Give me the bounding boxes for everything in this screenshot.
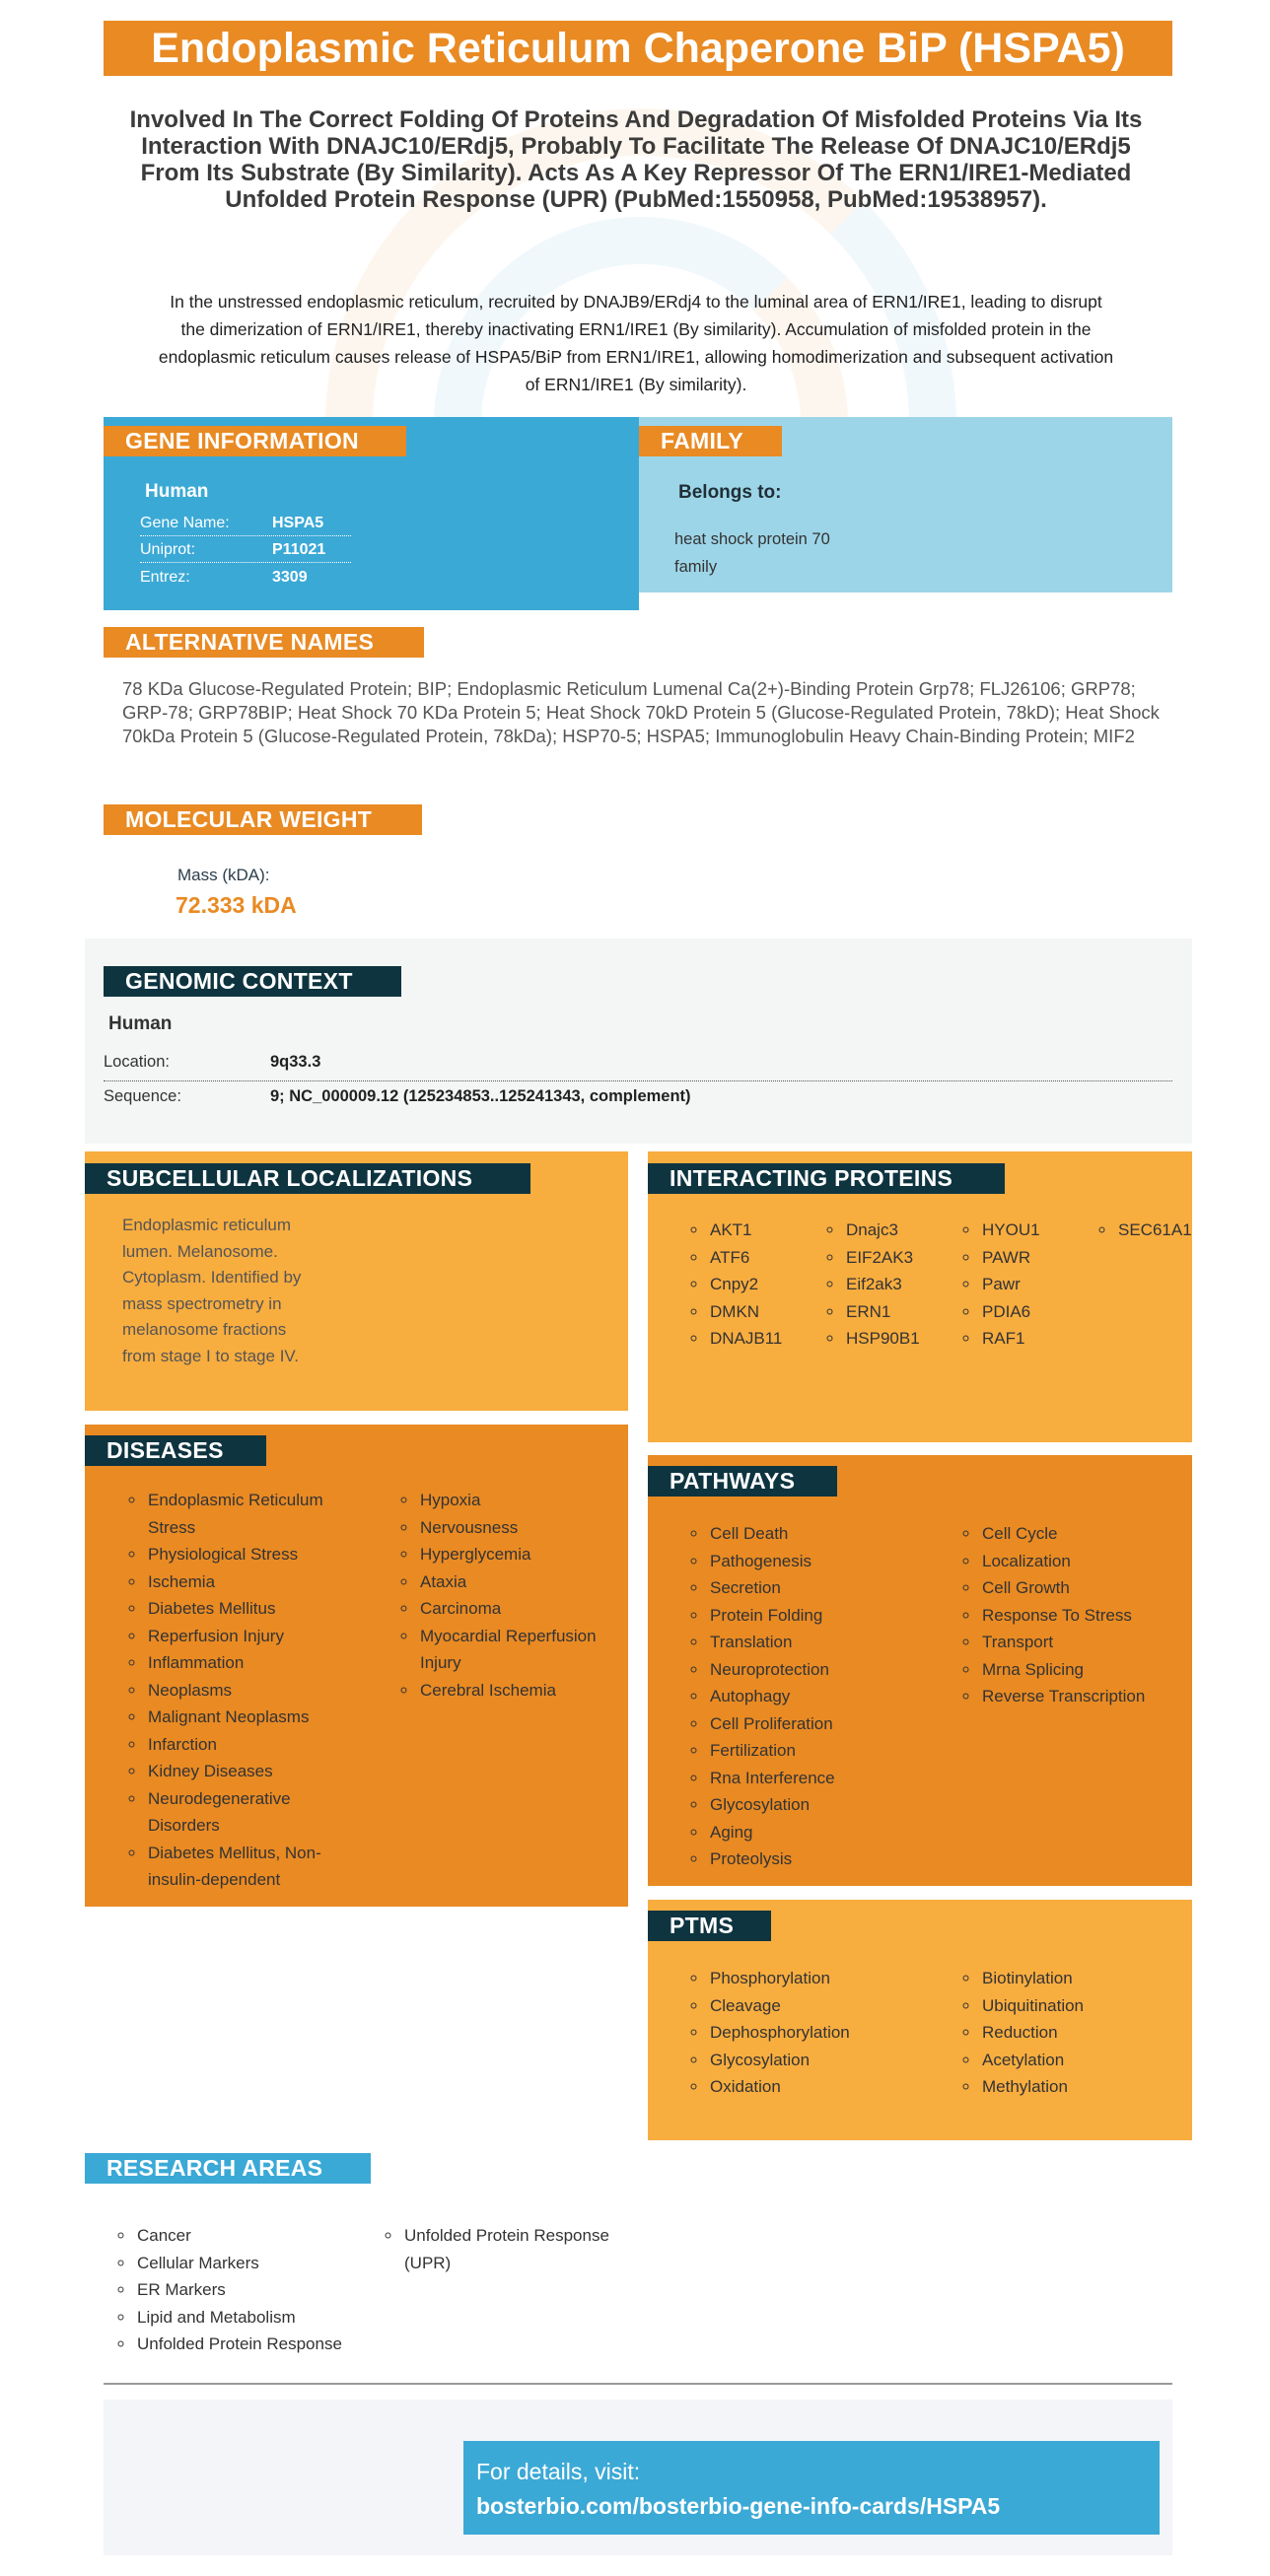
entrez-label: Entrez:: [140, 569, 190, 586]
details-label: For details, visit:: [476, 2459, 641, 2484]
list-item: ◦ Methylation: [980, 2073, 1084, 2101]
research-areas-heading: RESEARCH AREAS: [85, 2153, 371, 2184]
location-value: 9q33.3: [270, 1053, 321, 1071]
subcellular-heading: SUBCELLULAR LOCALIZATIONS: [85, 1163, 530, 1194]
list-item: ◦ Cerebral Ischemia: [418, 1677, 627, 1705]
list-item: ◦ Lipid and Metabolism: [135, 2304, 374, 2332]
ptms-list-col1: [690, 1965, 850, 2101]
list-item: ◦ Ubiquitination: [980, 1992, 1084, 2020]
list-item: ◦ Myocardial Reperfusion Injury: [418, 1623, 627, 1677]
uniprot-value: P11021: [272, 541, 326, 558]
list-item: ◦ Infarction: [146, 1731, 355, 1759]
interacting-list-col4: [1098, 1217, 1192, 1244]
list-item: ◦ Pathogenesis: [708, 1548, 937, 1575]
ptms-list-col2: [962, 1965, 1084, 2101]
research-list-col2: [385, 2222, 641, 2276]
list-item: ◦ DMKN: [708, 1298, 782, 1326]
divider: [140, 535, 351, 536]
list-item: ◦ PDIA6: [980, 1298, 1040, 1326]
interacting-list-col3: [962, 1217, 1040, 1353]
mass-value: 72.333 kDA: [176, 892, 297, 918]
entrez-value: 3309: [272, 569, 308, 586]
diseases-heading: DISEASES: [85, 1435, 266, 1466]
list-item: ◦ Cancer: [135, 2222, 374, 2250]
list-item: ◦ AKT1: [708, 1217, 782, 1244]
genomic-species: Human: [108, 1013, 173, 1034]
gene-species: Human: [145, 481, 209, 502]
list-item: ◦ Cell Death: [708, 1520, 937, 1548]
list-item: ◦ Cleavage: [708, 1992, 850, 2020]
list-item: ◦ Reverse Transcription: [980, 1683, 1189, 1710]
list-item: ◦ Rna Interference: [708, 1765, 937, 1792]
list-item: ◦ Nervousness: [418, 1514, 627, 1542]
list-item: ◦ Inflammation: [146, 1649, 355, 1677]
list-item: ◦ Fertilization: [708, 1737, 937, 1765]
family-belongs-label: Belongs to:: [678, 482, 782, 503]
list-item: ◦ Diabetes Mellitus, Non-insulin-dependent: [146, 1840, 355, 1894]
list-item: ◦ Phosphorylation: [708, 1965, 850, 1992]
diseases-list-col2: [400, 1487, 627, 1704]
divider: [140, 562, 351, 563]
mass-label: Mass (kDA):: [177, 866, 270, 884]
divider: [104, 1080, 1172, 1081]
list-item: ◦ Carcinoma: [418, 1595, 627, 1623]
list-item: ◦ Hypoxia: [418, 1487, 627, 1514]
list-item: ◦ DNAJB11: [708, 1325, 782, 1353]
list-item: ◦ Proteolysis: [708, 1845, 937, 1873]
list-item: ◦ Physiological Stress: [146, 1541, 355, 1568]
genomic-context-heading: GENOMIC CONTEXT: [104, 966, 401, 997]
list-item: ◦ Ischemia: [146, 1568, 355, 1596]
list-item: ◦ Transport: [980, 1629, 1189, 1656]
sequence-label: Sequence:: [104, 1087, 181, 1105]
list-item: ◦ Glycosylation: [708, 1791, 937, 1819]
list-item: ◦ SEC61A1: [1116, 1217, 1192, 1244]
list-item: ◦ Glycosylation: [708, 2047, 850, 2074]
location-label: Location:: [104, 1053, 170, 1071]
list-item: ◦ Cnpy2: [708, 1271, 782, 1298]
list-item: ◦ RAF1: [980, 1325, 1040, 1353]
family-value-line2: family: [674, 558, 718, 576]
page-title: Endoplasmic Reticulum Chaperone BiP (HSPA5): [104, 21, 1172, 76]
list-item: ◦ EIF2AK3: [844, 1244, 920, 1272]
pathways-heading: PATHWAYS: [648, 1466, 837, 1497]
list-item: ◦ Secretion: [708, 1574, 937, 1602]
list-item: ◦ Cell Cycle: [980, 1520, 1189, 1548]
pathways-list-col1: [690, 1520, 937, 1873]
list-item: ◦ HSP90B1: [844, 1325, 920, 1353]
details-link[interactable]: bosterbio.com/bosterbio-gene-info-cards/HSPA5: [476, 2493, 1001, 2519]
list-item: ◦ Mrna Splicing: [980, 1656, 1189, 1684]
list-item: ◦ Biotinylation: [980, 1965, 1084, 1992]
list-item: ◦ Hyperglycemia: [418, 1541, 627, 1568]
list-item: ◦ Reduction: [980, 2019, 1084, 2047]
uniprot-label: Uniprot:: [140, 541, 196, 558]
list-item: ◦ Ataxia: [418, 1568, 627, 1596]
list-item: ◦ HYOU1: [980, 1217, 1040, 1244]
interacting-proteins-heading: INTERACTING PROTEINS: [648, 1163, 1005, 1194]
list-item: ◦ Eif2ak3: [844, 1271, 920, 1298]
list-item: ◦ Neurodegenerative Disorders: [146, 1785, 355, 1840]
gene-name-value: HSPA5: [272, 515, 324, 531]
list-item: ◦ Neuroprotection: [708, 1656, 937, 1684]
details-link-box[interactable]: [463, 2441, 1160, 2535]
list-item: ◦ Pawr: [980, 1271, 1040, 1298]
sequence-value: 9; NC_000009.12 (125234853..125241343, complement): [270, 1087, 691, 1105]
list-item: ◦ Dnajc3: [844, 1217, 920, 1244]
gene-name-label: Gene Name:: [140, 515, 230, 531]
pathways-list-col2: [962, 1520, 1189, 1710]
list-item: ◦ Dephosphorylation: [708, 2019, 850, 2047]
list-item: ◦ Acetylation: [980, 2047, 1084, 2074]
interacting-list-col2: [826, 1217, 920, 1353]
list-item: ◦ Neoplasms: [146, 1677, 355, 1705]
subcellular-text: Endoplasmic reticulum lumen. Melanosome. Cytoplasm. Identified by mass spectrometry in melanosome fractions from stage I to stage IV.: [122, 1216, 302, 1365]
list-item: ◦ ATF6: [708, 1244, 782, 1272]
list-item: ◦ PAWR: [980, 1244, 1040, 1272]
list-item: ◦ Protein Folding: [708, 1602, 937, 1630]
list-item: ◦ Aging: [708, 1819, 937, 1846]
function-summary-text: In the unstressed endoplasmic reticulum, recruited by DNAJB9/ERdj4 to the luminal area of ERN1/IRE1, leading to disrupt the dimerization of ERN1/IRE1, thereby inactivating ERN1/IRE1 (By similarity). Accumulation of misfolded protein in the endoplasmic reticulum causes release of HSPA5/BiP from ERN1/IRE1, allowing homodimerization and subsequent activation of ERN1/IRE1 (By similarity).: [158, 292, 1114, 394]
list-item: ◦ Kidney Diseases: [146, 1758, 355, 1785]
list-item: ◦ Reperfusion Injury: [146, 1623, 355, 1650]
alternative-names-text: 78 KDa Glucose-Regulated Protein; BIP; Endoplasmic Reticulum Lumenal Ca(2+)-Binding Protein Grp78; FLJ26106; GRP78; GRP-78; GRP78BIP; Heat Shock 70 KDa Protein 5; Heat Shock 70kD Protein 5 (Glucose-Regulated Protein, 78kD); Heat Shock 70kDa Protein 5 (Glucose-Regulated Protein, 78kDa); HSP70-5; HSPA5; Immunoglobulin Heavy Chain-Binding Protein; MIF2: [122, 678, 1160, 746]
list-item: ◦ Translation: [708, 1629, 937, 1656]
list-item: ◦ Endoplasmic Reticulum Stress: [146, 1487, 355, 1541]
divider: [104, 2383, 1172, 2385]
list-item: ◦ Cell Growth: [980, 1574, 1189, 1602]
research-list-col1: [117, 2222, 374, 2358]
list-item: ◦ Localization: [980, 1548, 1189, 1575]
list-item: ◦ Unfolded Protein Response: [135, 2331, 374, 2358]
gene-information-heading: GENE INFORMATION: [104, 426, 406, 456]
list-item: ◦ Autophagy: [708, 1683, 937, 1710]
family-value-line1: heat shock protein 70: [674, 530, 830, 548]
list-item: ◦ ERN1: [844, 1298, 920, 1326]
alternative-names-heading: ALTERNATIVE NAMES: [104, 627, 424, 658]
family-heading: FAMILY: [639, 426, 782, 456]
diseases-list-col1: [128, 1487, 355, 1894]
interacting-list-col1: [690, 1217, 782, 1353]
list-item: ◦ Cellular Markers: [135, 2250, 374, 2277]
function-summary-heading: Involved In The Correct Folding Of Proteins And Degradation Of Misfolded Proteins Via Its Interaction With DNAJC10/ERdj5, Probably To Facilitate The Release Of DNAJC10/ERdj5 From Its Substrate (By Similarity). Acts As A Key Repressor Of The ERN1/IRE1-Mediated Unfolded Protein Response (UPR) (PubMed:1550958, PubMed:19538957).: [129, 106, 1143, 213]
list-item: ◦ Diabetes Mellitus: [146, 1595, 355, 1623]
list-item: ◦ Oxidation: [708, 2073, 850, 2101]
molecular-weight-heading: MOLECULAR WEIGHT: [104, 804, 422, 835]
list-item: ◦ ER Markers: [135, 2276, 374, 2304]
list-item: ◦ Malignant Neoplasms: [146, 1704, 355, 1731]
ptms-heading: PTMS: [648, 1911, 771, 1941]
list-item: ◦ Response To Stress: [980, 1602, 1189, 1630]
list-item: ◦ Unfolded Protein Response (UPR): [402, 2222, 641, 2276]
list-item: ◦ Cell Proliferation: [708, 1710, 937, 1738]
